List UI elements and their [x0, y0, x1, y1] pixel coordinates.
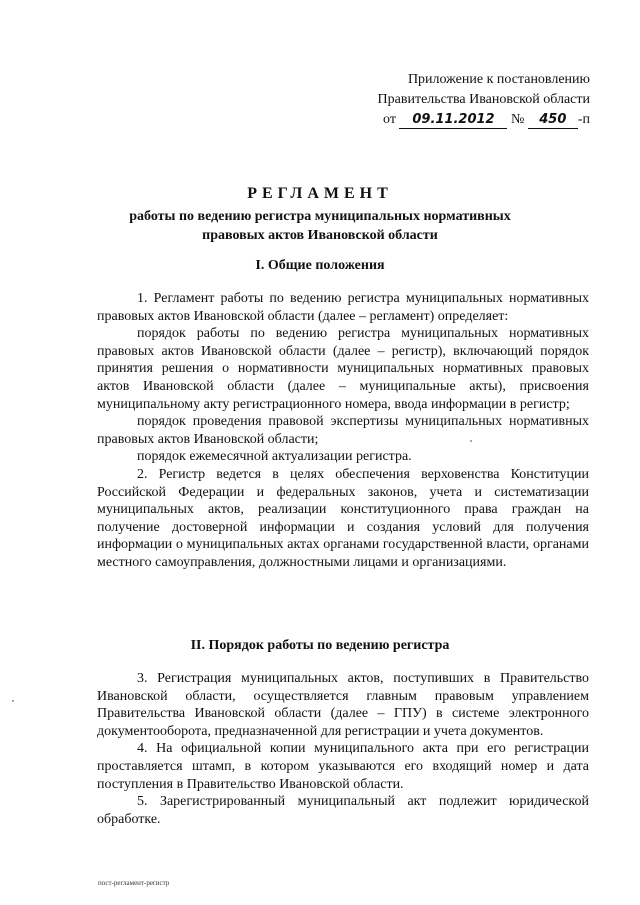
section-1-heading: I. Общие положения	[255, 258, 385, 273]
paragraph: 4. На официальной копии муниципального акта при его регистрации проставляется штамп, в котором указываются его входящий номер и дата поступления в Правительство Ивановской области.	[97, 741, 589, 792]
paragraph: порядок работы по ведению регистра муниципальных нормативных правовых актов Ивановской области (далее – регистр), включающий порядок принятия решения о нормативности муниципальных нормативных правовых актов Ивановской области (далее – муниципальные акты), присвоения муниципальному акту регистрационного номера, ввода информации в регистр;	[97, 326, 589, 412]
paragraph: 3. Регистрация муниципальных актов, поступивших в Правительство Ивановской области, осуществляется главным правовым управлением Правительства Ивановской области (далее – ГПУ) в системе электронного документооборота, предназначенной для регистрации и учета документов.	[97, 671, 589, 739]
number-label: №	[510, 112, 525, 127]
from-label: от	[383, 112, 396, 127]
footer-filename: пост-регламент-регистр	[98, 879, 170, 887]
document-subtitle: работы по ведению регистра муниципальных нормативных правовых актов Ивановской области	[129, 209, 511, 243]
paragraph: порядок проведения правовой экспертизы муниципальных нормативных правовых актов Ивановской области;	[97, 414, 589, 447]
appendix-line-1: Приложение к постановлению	[407, 72, 590, 87]
section-1-body	[97, 290, 589, 572]
scan-speck	[12, 700, 14, 702]
scan-speck	[470, 440, 472, 442]
handwritten-number: 450	[528, 112, 578, 129]
appendix-date-line	[330, 110, 590, 130]
appendix-line-2: Правительства Ивановской области	[377, 92, 590, 107]
paragraph: порядок ежемесячной актуализации регистра.	[137, 449, 412, 465]
appendix-block	[330, 70, 590, 130]
paragraph: 1. Регламент работы по ведению регистра муниципальных нормативных правовых актов Ивановской области (далее – регламент) определяет:	[97, 291, 589, 324]
document-title: РЕГЛАМЕНТ	[247, 185, 393, 202]
section-2-body	[97, 670, 589, 828]
paragraph: 5. Зарегистрированный муниципальный акт подлежит юридической обработке.	[97, 794, 589, 827]
number-suffix: -п	[577, 112, 590, 127]
handwritten-date: 09.11.2012	[399, 112, 507, 129]
paragraph: 2. Регистр ведется в целях обеспечения верховенства Конституции Российской Федерации и федеральных законов, учета и систематизации муниципальных актов, реализации конституционного права граждан на получение достоверной информации и создания условий для получения информации о муниципальных актах органами государственной власти, органами местного самоуправления, должностными лицами и организациями.	[97, 466, 589, 570]
section-2-heading: II. Порядок работы по ведению регистра	[190, 638, 450, 653]
